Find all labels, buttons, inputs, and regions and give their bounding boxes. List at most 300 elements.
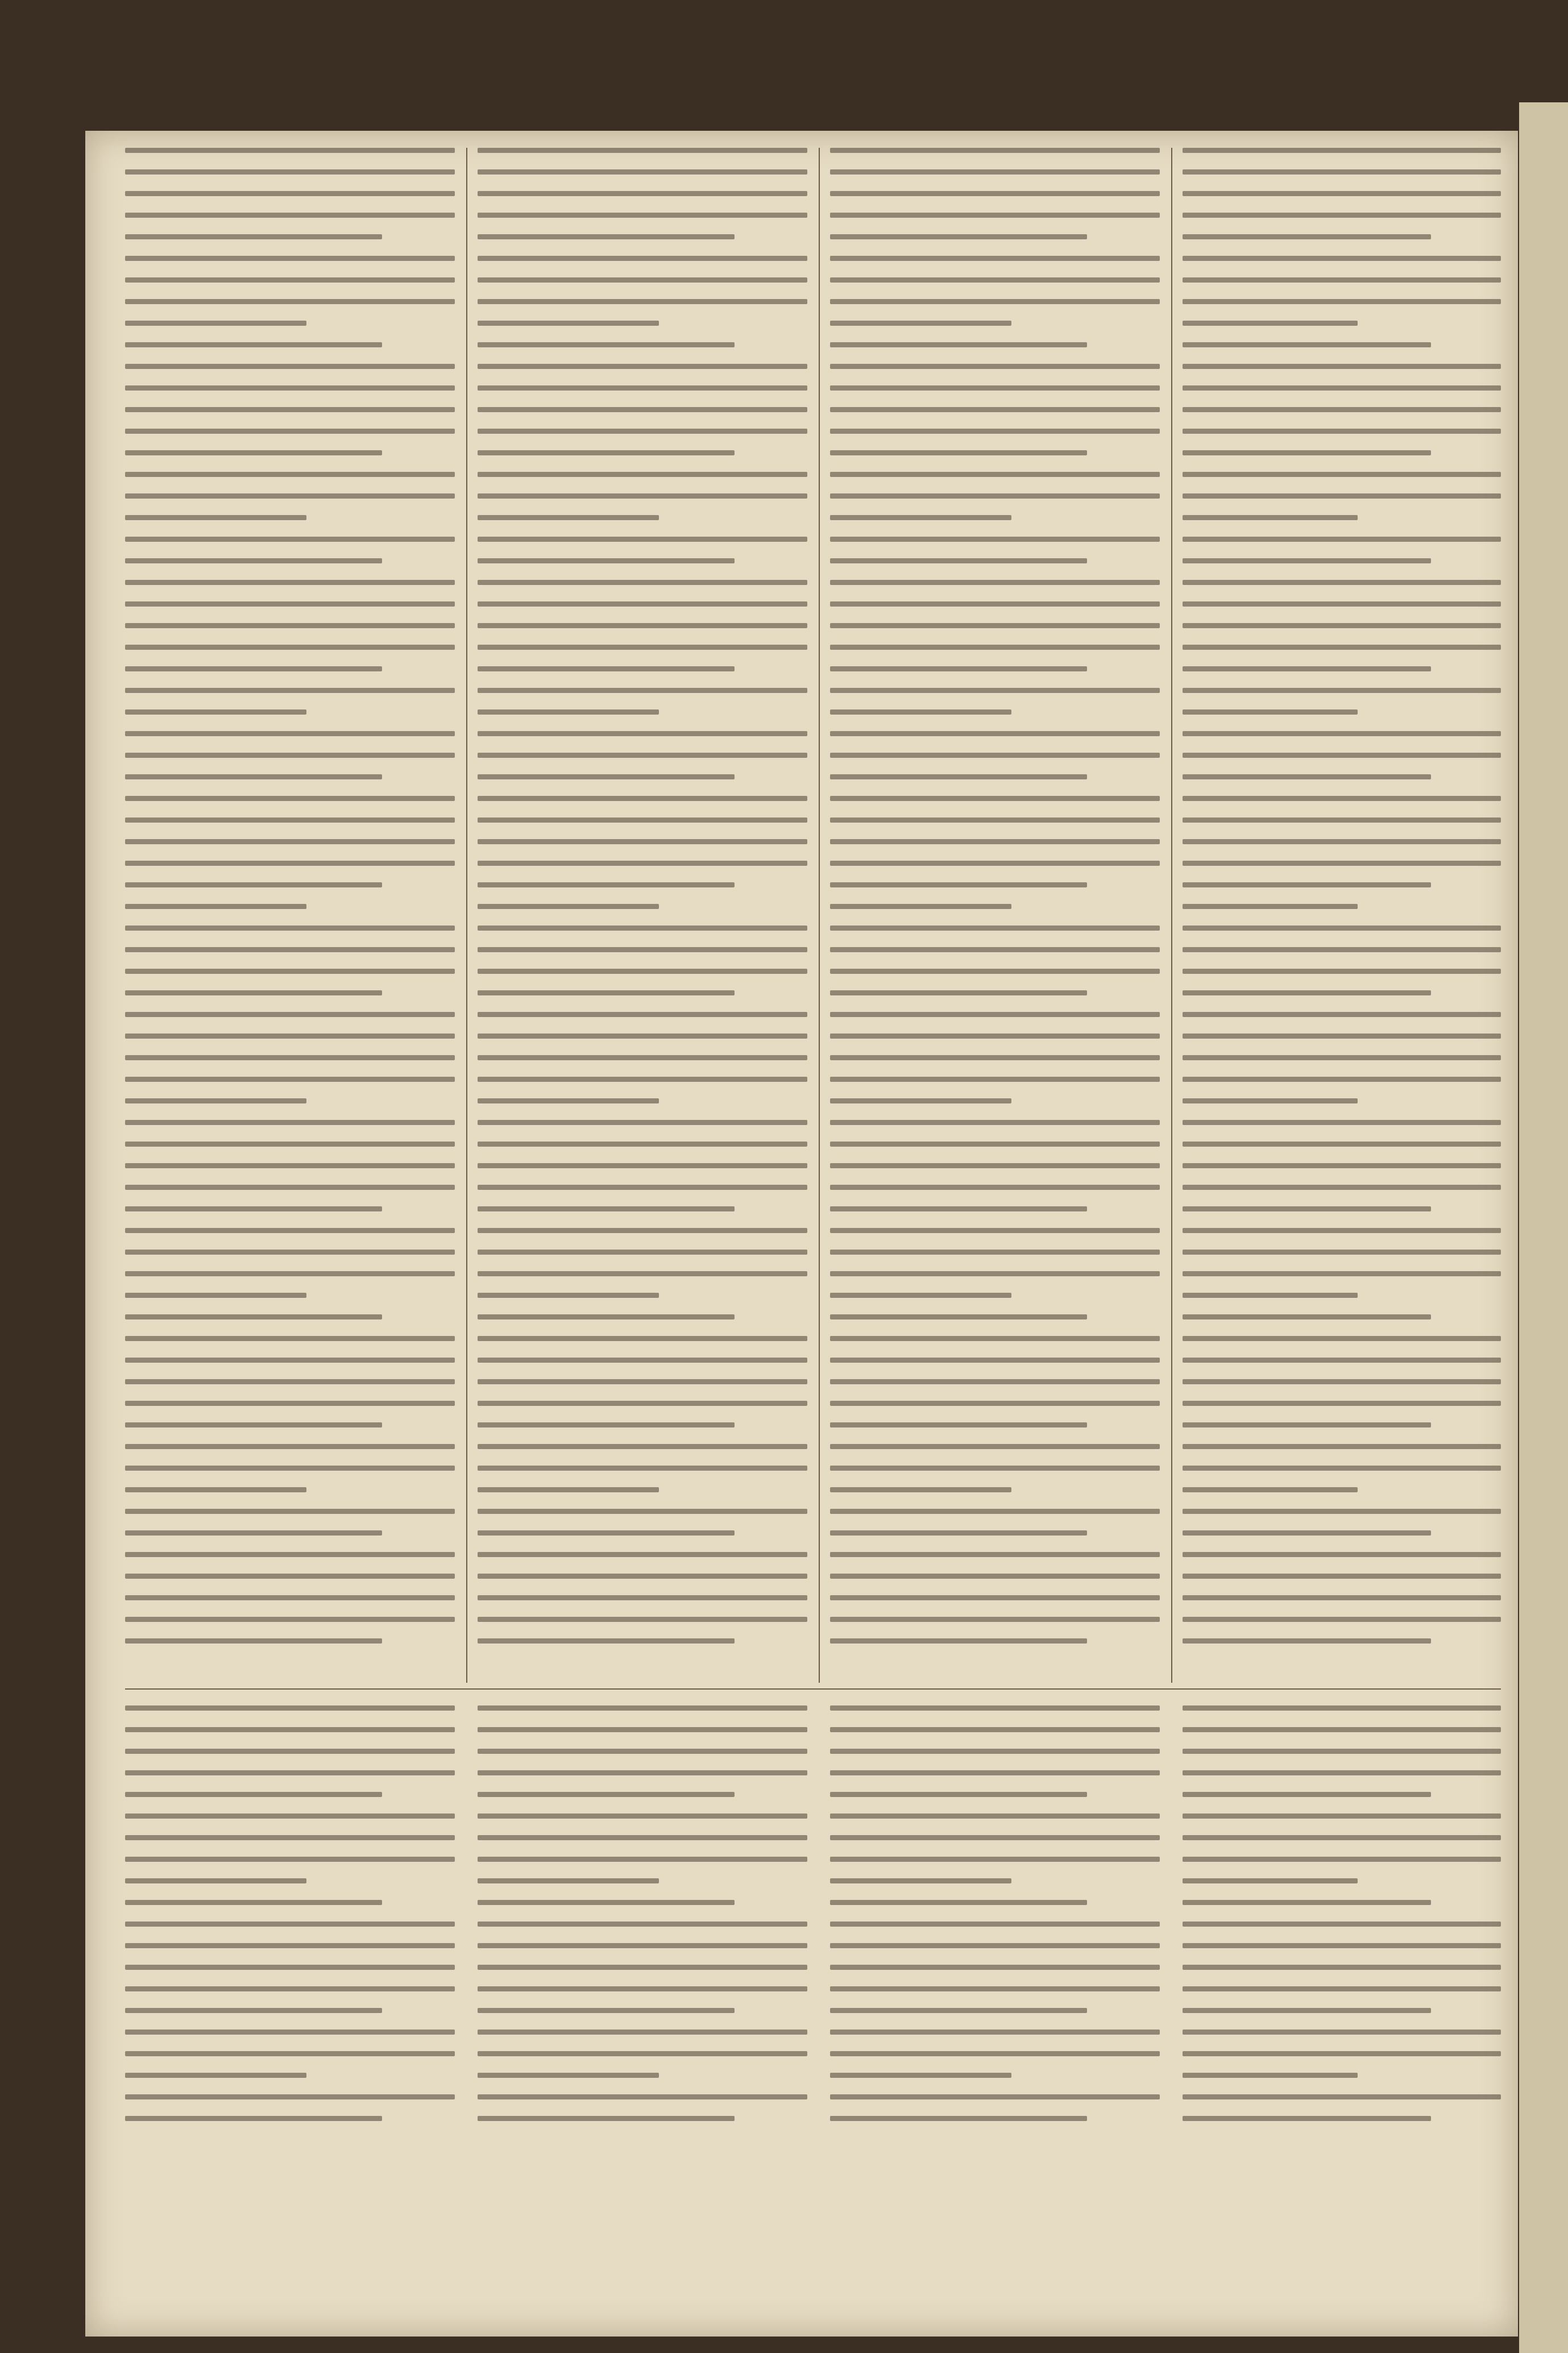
text-line: [1183, 558, 1431, 563]
text-line: [125, 926, 455, 931]
text-line: [1183, 1986, 1501, 1991]
text-line: [125, 256, 455, 261]
section-rule: [125, 1688, 1501, 1690]
text-line: [830, 1358, 1160, 1363]
text-line: [478, 1574, 807, 1579]
text-line: [830, 148, 1160, 153]
text-line: [478, 1749, 807, 1754]
text-line: [1183, 904, 1358, 909]
text-line: [125, 1965, 455, 1970]
text-line: [1183, 1509, 1501, 1514]
text-line: [125, 796, 455, 801]
text-line: [830, 1617, 1160, 1622]
text-line: [478, 493, 807, 499]
text-line: [478, 947, 807, 952]
text-line: [478, 407, 807, 412]
text-line: [125, 839, 455, 844]
text-line: [478, 1228, 807, 1233]
text-line: [125, 969, 455, 974]
text-line: [1183, 990, 1431, 995]
text-line: [830, 1142, 1160, 1147]
text-line: [478, 882, 735, 887]
text-line: [1183, 1749, 1501, 1754]
text-line: [478, 299, 807, 304]
text-line: [830, 2030, 1160, 2035]
text-line: [1183, 1034, 1501, 1039]
text-line: [125, 1727, 455, 1732]
text-line: [830, 1185, 1160, 1190]
text-line: [125, 1185, 455, 1190]
text-line: [125, 1552, 455, 1557]
text-line: [125, 450, 382, 455]
column-2: [478, 148, 807, 1660]
text-line: [1183, 947, 1501, 952]
text-line: [478, 1336, 807, 1341]
text-line: [830, 1098, 1011, 1103]
text-line: [478, 2073, 659, 2078]
text-line: [1183, 1142, 1501, 1147]
text-line: [830, 169, 1160, 175]
text-line: [1183, 1401, 1501, 1406]
text-line: [830, 1379, 1160, 1384]
text-line: [1183, 1466, 1501, 1471]
text-line: [1183, 1250, 1501, 1255]
text-line: [478, 1943, 807, 1948]
text-line: [830, 1792, 1087, 1797]
text-line: [478, 709, 659, 715]
text-line: [125, 580, 455, 585]
text-line: [1183, 1943, 1501, 1948]
text-line: [830, 213, 1160, 218]
text-line: [1183, 1293, 1358, 1298]
lower-column-3: [830, 1705, 1160, 2138]
text-line: [125, 601, 455, 607]
text-line: [830, 1530, 1087, 1536]
text-line: [1183, 1770, 1501, 1775]
text-line: [830, 1466, 1160, 1471]
text-line: [125, 1444, 455, 1449]
text-line: [1183, 277, 1501, 283]
text-line: [125, 342, 382, 347]
text-line: [125, 321, 306, 326]
text-line: [1183, 839, 1501, 844]
text-line: [125, 1638, 382, 1644]
text-line: [1183, 2051, 1501, 2056]
text-line: [125, 1986, 455, 1991]
text-line: [478, 1163, 807, 1168]
text-line: [1183, 1813, 1501, 1819]
text-line: [478, 558, 735, 563]
text-line: [478, 1466, 807, 1471]
text-line: [1183, 1314, 1431, 1319]
text-line: [125, 1574, 455, 1579]
text-line: [125, 1530, 382, 1536]
text-line: [125, 1379, 455, 1384]
text-line: [1183, 493, 1501, 499]
text-line: [125, 1595, 455, 1600]
text-line: [830, 1638, 1087, 1644]
text-line: [830, 2094, 1160, 2099]
text-line: [830, 1055, 1160, 1060]
text-line: [125, 1835, 455, 1840]
text-line: [830, 277, 1160, 283]
text-line: [125, 1120, 455, 1125]
text-line: [478, 213, 807, 218]
text-line: [1183, 2116, 1431, 2121]
newspaper-page: [85, 131, 1518, 2337]
text-line: [478, 472, 807, 477]
text-line: [830, 796, 1160, 801]
text-line: [478, 277, 807, 283]
text-line: [125, 1358, 455, 1363]
text-line: [830, 839, 1160, 844]
text-line: [478, 1444, 807, 1449]
text-line: [830, 429, 1160, 434]
lower-column-2: [478, 1705, 807, 2138]
text-line: [125, 817, 455, 823]
text-line: [125, 1857, 455, 1862]
text-line: [830, 2116, 1087, 2121]
text-line: [478, 1422, 735, 1427]
text-line: [1183, 321, 1358, 326]
text-line: [125, 688, 455, 693]
text-line: [125, 1749, 455, 1754]
text-line: [125, 645, 455, 650]
text-line: [125, 1617, 455, 1622]
text-line: [1183, 364, 1501, 369]
text-line: [478, 1034, 807, 1039]
text-line: [125, 1228, 455, 1233]
text-line: [478, 1250, 807, 1255]
text-line: [478, 1012, 807, 1017]
text-line: [1183, 537, 1501, 542]
text-line: [478, 1401, 807, 1406]
text-line: [125, 148, 455, 153]
text-line: [1183, 234, 1431, 239]
text-line: [830, 299, 1160, 304]
text-line: [125, 1293, 306, 1298]
text-line: [1183, 1206, 1431, 1211]
text-line: [478, 666, 735, 671]
text-line: [125, 1271, 455, 1276]
text-line: [478, 904, 659, 909]
text-line: [125, 947, 455, 952]
text-line: [125, 861, 455, 866]
text-line: [125, 1792, 382, 1797]
text-line: [478, 234, 735, 239]
text-line: [830, 990, 1087, 995]
text-line: [125, 1813, 455, 1819]
lower-column-1: [125, 1705, 455, 2138]
text-line: [1183, 861, 1501, 866]
text-line: [830, 1163, 1160, 1168]
text-line: [478, 731, 807, 736]
text-line: [830, 731, 1160, 736]
text-line: [830, 904, 1011, 909]
text-line: [830, 1878, 1011, 1883]
text-line: [830, 342, 1087, 347]
text-line: [830, 1336, 1160, 1341]
text-line: [1183, 1574, 1501, 1579]
text-line: [830, 1986, 1160, 1991]
text-line: [830, 1770, 1160, 1775]
text-line: [1183, 1228, 1501, 1233]
text-line: [125, 1422, 382, 1427]
text-line: [478, 2008, 735, 2013]
text-line: [1183, 774, 1431, 779]
text-line: [125, 1142, 455, 1147]
text-line: [1183, 882, 1431, 887]
text-line: [125, 537, 455, 542]
text-line: [830, 947, 1160, 952]
text-line: [478, 1185, 807, 1190]
text-line: [1183, 191, 1501, 196]
text-line: [1183, 1487, 1358, 1492]
text-line: [1183, 796, 1501, 801]
column-rule: [1171, 148, 1172, 1683]
text-line: [1183, 1271, 1501, 1276]
text-line: [1183, 2008, 1431, 2013]
column-3: [830, 148, 1160, 1660]
text-line: [478, 321, 659, 326]
text-line: [478, 364, 807, 369]
text-line: [125, 385, 455, 391]
text-line: [125, 213, 455, 218]
text-line: [478, 601, 807, 607]
text-line: [478, 1379, 807, 1384]
text-line: [830, 753, 1160, 758]
text-line: [478, 191, 807, 196]
text-line: [478, 580, 807, 585]
column-4: [1183, 148, 1501, 1660]
text-line: [830, 515, 1011, 520]
text-line: [478, 1705, 807, 1711]
text-line: [1183, 1163, 1501, 1168]
text-line: [830, 1228, 1160, 1233]
text-line: [478, 688, 807, 693]
text-line: [125, 407, 455, 412]
text-line: [830, 1922, 1160, 1927]
text-line: [830, 493, 1160, 499]
text-line: [478, 1727, 807, 1732]
text-line: [830, 1422, 1087, 1427]
text-line: [478, 1922, 807, 1927]
text-line: [125, 1770, 455, 1775]
text-line: [830, 1552, 1160, 1557]
text-line: [478, 1638, 735, 1644]
text-line: [830, 472, 1160, 477]
text-line: [1183, 148, 1501, 153]
text-line: [125, 904, 306, 909]
text-line: [125, 234, 382, 239]
text-line: [830, 1749, 1160, 1754]
text-line: [125, 1705, 455, 1711]
text-line: [478, 515, 659, 520]
text-line: [478, 969, 807, 974]
text-line: [125, 1055, 455, 1060]
text-line: [1183, 1617, 1501, 1622]
text-line: [1183, 1358, 1501, 1363]
text-line: [830, 817, 1160, 823]
text-line: [125, 2073, 306, 2078]
text-line: [478, 1770, 807, 1775]
text-line: [830, 1293, 1011, 1298]
text-line: [830, 1705, 1160, 1711]
text-line: [1183, 817, 1501, 823]
text-line: [830, 882, 1087, 887]
text-line: [830, 1595, 1160, 1600]
text-line: [830, 1813, 1160, 1819]
text-line: [478, 1142, 807, 1147]
text-line: [1183, 2030, 1501, 2035]
text-line: [830, 1314, 1087, 1319]
text-line: [1183, 472, 1501, 477]
text-line: [125, 299, 455, 304]
text-line: [125, 731, 455, 736]
text-line: [1183, 1857, 1501, 1862]
text-line: [478, 1487, 659, 1492]
text-line: [478, 796, 807, 801]
text-line: [125, 493, 455, 499]
text-line: [830, 969, 1160, 974]
text-line: [125, 666, 382, 671]
text-line: [125, 753, 455, 758]
text-line: [1183, 1077, 1501, 1082]
adjacent-page-edge: [1519, 102, 1568, 2353]
text-line: [1183, 753, 1501, 758]
text-line: [478, 342, 735, 347]
text-line: [830, 861, 1160, 866]
text-line: [478, 1358, 807, 1363]
text-line: [830, 321, 1011, 326]
text-line: [125, 1336, 455, 1341]
text-line: [478, 817, 807, 823]
text-line: [830, 1077, 1160, 1082]
text-line: [478, 537, 807, 542]
text-line: [1183, 1336, 1501, 1341]
text-line: [1183, 731, 1501, 736]
text-line: [478, 2094, 807, 2099]
text-line: [125, 1098, 306, 1103]
text-line: [478, 1055, 807, 1060]
text-line: [830, 1574, 1160, 1579]
text-line: [478, 1552, 807, 1557]
text-line: [1183, 1900, 1431, 1905]
text-line: [830, 1206, 1087, 1211]
text-line: [1183, 1120, 1501, 1125]
text-line: [125, 1922, 455, 1927]
text-line: [478, 1965, 807, 1970]
column-rule: [466, 148, 467, 1683]
text-line: [1183, 580, 1501, 585]
text-line: [478, 1098, 659, 1103]
text-line: [1183, 926, 1501, 931]
text-line: [125, 1012, 455, 1017]
text-line: [1183, 1638, 1431, 1644]
text-line: [1183, 666, 1431, 671]
text-line: [478, 2030, 807, 2035]
text-line: [125, 1314, 382, 1319]
text-line: [830, 774, 1087, 779]
text-line: [125, 1943, 455, 1948]
text-line: [830, 1034, 1160, 1039]
text-line: [478, 1792, 735, 1797]
text-line: [830, 558, 1087, 563]
text-line: [830, 234, 1087, 239]
text-line: [1183, 1530, 1431, 1536]
text-line: [1183, 1422, 1431, 1427]
text-line: [478, 2051, 807, 2056]
text-line: [478, 1509, 807, 1514]
text-line: [1183, 1444, 1501, 1449]
text-line: [478, 1077, 807, 1082]
text-line: [830, 1965, 1160, 1970]
text-line: [830, 580, 1160, 585]
text-line: [478, 1857, 807, 1862]
text-line: [478, 1314, 735, 1319]
text-line: [125, 990, 382, 995]
text-line: [830, 623, 1160, 628]
text-line: [830, 709, 1011, 715]
text-line: [125, 1878, 306, 1883]
text-line: [1183, 1792, 1431, 1797]
text-line: [478, 774, 735, 779]
text-line: [125, 2094, 455, 2099]
text-line: [125, 515, 306, 520]
text-line: [830, 2073, 1011, 2078]
text-line: [478, 990, 735, 995]
column-rule: [819, 148, 820, 1683]
text-line: [830, 1487, 1011, 1492]
text-line: [125, 1900, 382, 1905]
text-line: [1183, 1922, 1501, 1927]
text-line: [478, 1835, 807, 1840]
text-line: [1183, 1705, 1501, 1711]
text-line: [1183, 515, 1358, 520]
text-line: [830, 645, 1160, 650]
text-line: [1183, 1878, 1358, 1883]
text-line: [830, 1271, 1160, 1276]
text-line: [125, 709, 306, 715]
text-line: [1183, 2094, 1501, 2099]
text-line: [830, 2051, 1160, 2056]
text-line: [125, 1487, 306, 1492]
text-line: [830, 2008, 1087, 2013]
text-line: [1183, 1098, 1358, 1103]
text-line: [830, 1835, 1160, 1840]
text-line: [1183, 256, 1501, 261]
text-line: [1183, 601, 1501, 607]
text-line: [125, 1466, 455, 1471]
text-line: [478, 385, 807, 391]
text-line: [478, 623, 807, 628]
text-line: [125, 1206, 382, 1211]
text-line: [478, 1595, 807, 1600]
text-line: [1183, 1552, 1501, 1557]
text-line: [830, 1444, 1160, 1449]
text-line: [1183, 688, 1501, 693]
text-line: [1183, 1012, 1501, 1017]
text-line: [125, 1077, 455, 1082]
text-line: [1183, 1835, 1501, 1840]
text-line: [125, 1509, 455, 1514]
text-line: [1183, 169, 1501, 175]
text-line: [125, 1401, 455, 1406]
text-line: [125, 2116, 382, 2121]
text-line: [478, 2116, 735, 2121]
text-line: [830, 364, 1160, 369]
text-line: [1183, 213, 1501, 218]
